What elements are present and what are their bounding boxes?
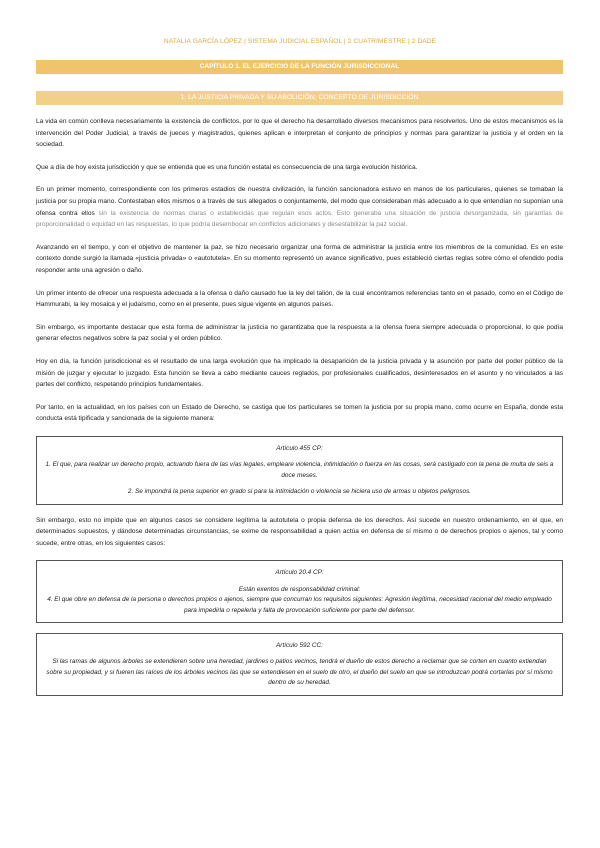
paragraph: Un primer intento de ofrecer una respuesta adecuada a la ofensa o daño causado fue la ley del talión, de la cual encontramos referencias tanto en el pasado, como en el Código de Hammurabi, la ley mosaica y el judaísmo, como en el presente, pues sigue vigente en algunos países. — [36, 289, 563, 309]
article-text: 1. El que, para realizar un derecho propio, actuando fuera de las vías legales, empleare violencia, intimidación o fuerza en las cosas, será castigado con la pena de multa de seis a doce meses. — [45, 461, 554, 479]
section-title: 1. LA JUSTICIA PRIVADA Y SU ABOLICIÓN; CONCEPTO DE JURISDICCIÓN — [36, 91, 563, 105]
article-box-592-cc — [36, 633, 563, 696]
article-title: Artículo 592 CC: — [276, 641, 323, 649]
article-text: Están exentos de responsabilidad criminal: — [238, 585, 361, 593]
paragraph: Avanzando en el tiempo, y con el objetivo de mantener la paz, se hizo necesario organizar una forma de administrar la justicia entre los miembros de la comunidad. Es en este contexto donde surgió la llamada «justicia privada» o «autotutela». En su momento representó un avance significativo, pues estableció ciertas reglas sobre cómo el ofendido podía responder ante una agresión o daño. — [36, 243, 563, 274]
article-box-20-4-cp — [36, 560, 563, 623]
article-text: 2. Se impondrá la pena superior en grado si para la intimidación o violencia se hiciera uso de armas u objetos peligrosos. — [127, 488, 472, 496]
document-body — [36, 116, 563, 706]
article-box-455-cp — [36, 436, 563, 505]
article-text: 4. El que obre en defensa de la persona o derechos propios o ajenos, siempre que concurran los requisitos siguientes: Agresión ilegítima, necesidad racional del medio empleado para impedirla o repelerla y falta de provocación suficiente por parte del defensor. — [47, 596, 552, 614]
article-text: Si las ramas de algunos árboles se extendieren sobre una heredad, jardines o patios vecinos, tendrá el dueño de estos derecho a reclamar que se corten en cuanto extiendan sobre su propiedad, y si fueren las raíces de los árboles vecinos las que se extendiesen en el suelo de otro, el dueño del suelo en que se introduzcan podrá cortarlas por sí mismo dentro de su heredad. — [46, 658, 553, 687]
article-title: Artículo 455 CP: — [276, 444, 323, 452]
page-header: NATALIA GARCÍA LÓPEZ | SISTEMA JUDICIAL ESPAÑOL | 2 CUATRIMESTRE | 2 DADE — [163, 38, 437, 45]
paragraph: Por tanto, en la actualidad, en los países con un Estado de Derecho, se castiga que los particulares se tomen la justicia por su propia mano, como ocurre en España, donde esta conducta está tipificada y sancionada de la siguiente manera: — [36, 403, 563, 423]
paragraph-text: En un primer momento, correspondiente con los primeros estadios de nuestra civilización, la función sancionadora estuvo en manos de los particulares, quienes se tomaban la justicia por su propia mano. Contestaban ellos mismos o a través de sus allegados o conjuntamente, del modo que consideraban más adecuado a lo que entendían no suponían una ofensa contra ellos — [36, 186, 563, 217]
paragraph — [36, 184, 563, 230]
paragraph: La vida en común conlleva necesariamente la existencia de conflictos, por lo que el derecho ha desarrollado diversos mecanismos para resolverlos. Uno de estos mecanismos es la intervención del Poder Judicial, a través de jueces y magistrados, quienes aplican e interpretan el conjunto de principios y normas para garantizar la justicia y el orden en la sociedad. — [36, 118, 563, 149]
paragraph: Sin embargo, esto no impide que en algunos casos se considere legítima la autotutela o propia defensa de los derechos. Así sucede en nuestro ordenamiento, en el que, en determinados supuestos, y dándose determinadas circunstancias, se exime de responsabilidad a quien actúa en defensa de sí mismo o de derechos propios o ajenos, tal y como sucede, entre otras, en los siguientes casos: — [36, 516, 563, 547]
paragraph: Sin embargo, es importante destacar que esta forma de administrar la justicia no garantizaba que la respuesta a la ofensa fuera siempre adecuada o proporcional, lo que podía generar efectos negativos sobre la paz social y el orden público. — [36, 323, 563, 343]
chapter-title: CAPÍTULO 1. EL EJERCICIO DE LA FUNCIÓN JURISDICCIONAL — [36, 60, 563, 74]
highlighted-text: sin la existencia de normas claras o establecidas que regulan esos actos. Esto generaba una situación de justicia desorganizada, sin garantías de proporcionalidad o equidad en las respuestas, lo que podría desembocar en conflictos adicionales y desestabilizar la paz social. — [36, 209, 563, 229]
article-title: Artículo 20.4 CP: — [275, 569, 324, 577]
paragraph: Que a día de hoy exista jurisdicción y que se entienda que es una función estatal es consecuencia de una larga evolución histórica. — [36, 163, 418, 171]
paragraph: Hoy en día, la función jurisdiccional es el resultado de una larga evolución que ha implicado la desaparición de la justicia privada y la asunción por parte del poder público de la misión de juzgar y ejecutar lo juzgado. Esta función se lleva a cabo mediante cauces reglados, por profesionales cualificados, desinteresados en el asunto y no vinculados a las partes del conflicto, respetando principios fundamentales. — [36, 357, 563, 389]
